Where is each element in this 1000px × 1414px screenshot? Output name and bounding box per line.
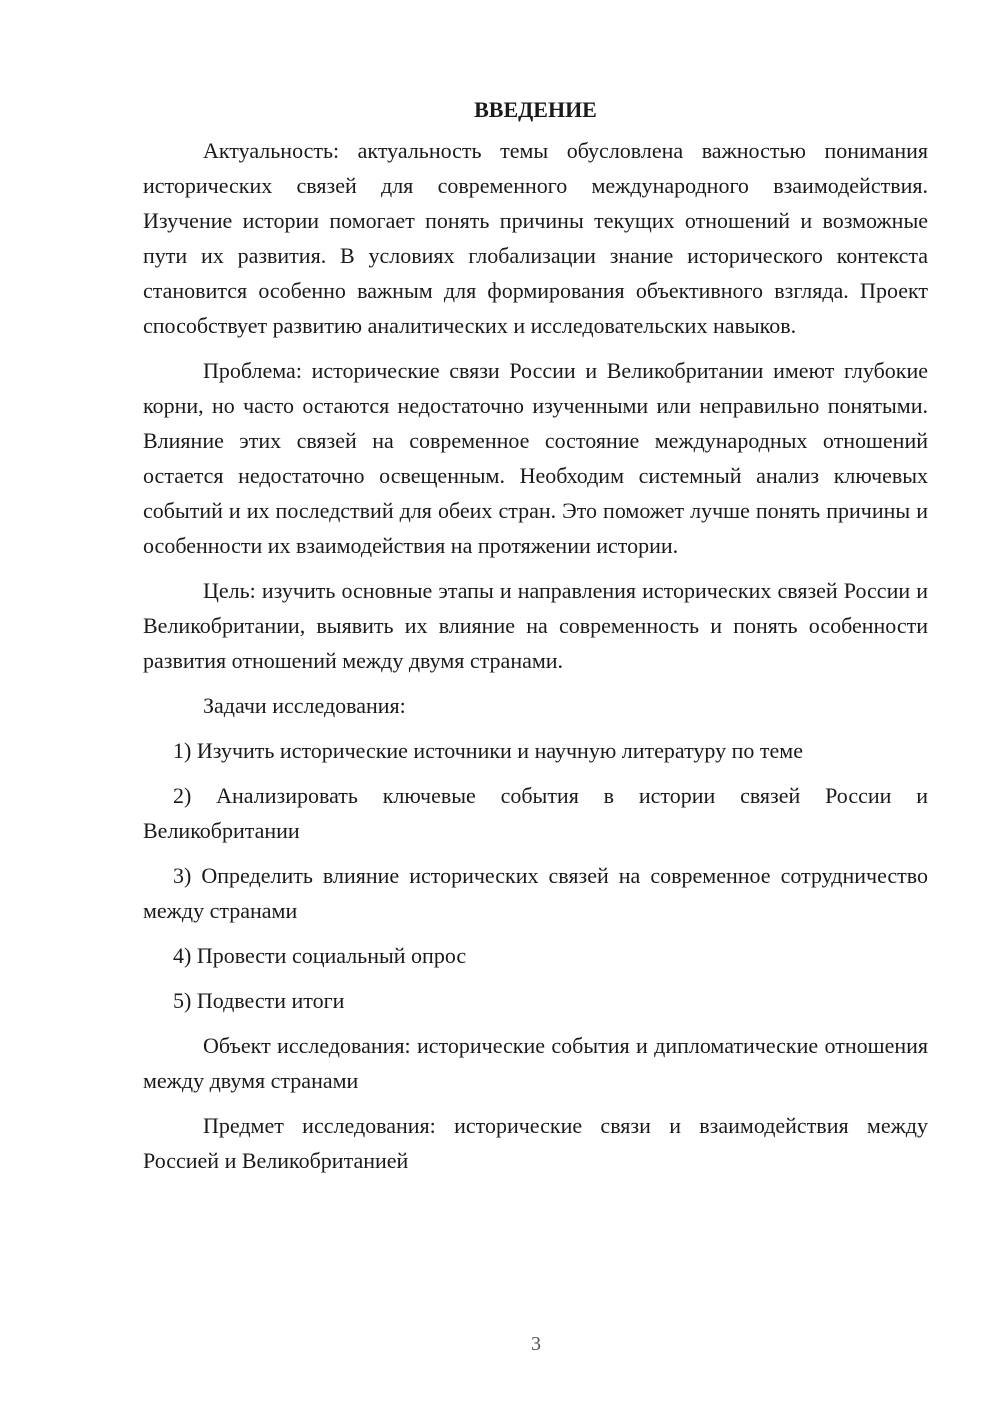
task-item: 4) Провести социальный опрос: [173, 943, 467, 968]
goal-paragraph: Цель: изучить основные этапы и направления исторических связей России и Великобритании, выявить их влияние на современность и понять особенности развития отношений между двумя странами.: [143, 578, 928, 673]
tasks-heading: Задачи исследования:: [203, 693, 406, 718]
task-item: 2) Анализировать ключевые события в истории связей России и Великобритании: [143, 783, 928, 843]
task-item: 1) Изучить исторические источники и научную литературу по теме: [173, 738, 803, 763]
relevance-paragraph: Актуальность: актуальность темы обусловлена важностью понимания исторических связей для современного международного взаимодействия. Изучение истории помогает понять причины текущих отношений и возможные пути их развития. В условиях глобализации знание исторического контекста становится особенно важным для формирования объективного взгляда. Проект способствует развитию аналитических и исследовательских навыков.: [143, 138, 928, 338]
problem-paragraph: Проблема: исторические связи России и Великобритании имеют глубокие корни, но часто остаются недостаточно изученными или неправильно понятыми. Влияние этих связей на современное состояние международных отношений остается недостаточно освещенным. Необходим системный анализ ключевых событий и их последствий для обеих стран. Это поможет лучше понять причины и особенности их взаимодействия на протяжении истории.: [143, 358, 928, 558]
subject-paragraph: Предмет исследования: исторические связи и взаимодействия между Россией и Великобританией: [143, 1113, 928, 1173]
section-title: ВВЕДЕНИЕ: [474, 97, 597, 122]
object-paragraph: Объект исследования: исторические события и дипломатические отношения между двумя странами: [143, 1033, 928, 1093]
document-page: [143, 92, 928, 1188]
page-number: 3: [531, 1333, 541, 1355]
task-item: 3) Определить влияние исторических связей на современное сотрудничество между странами: [143, 863, 928, 923]
task-item: 5) Подвести итоги: [173, 988, 345, 1013]
